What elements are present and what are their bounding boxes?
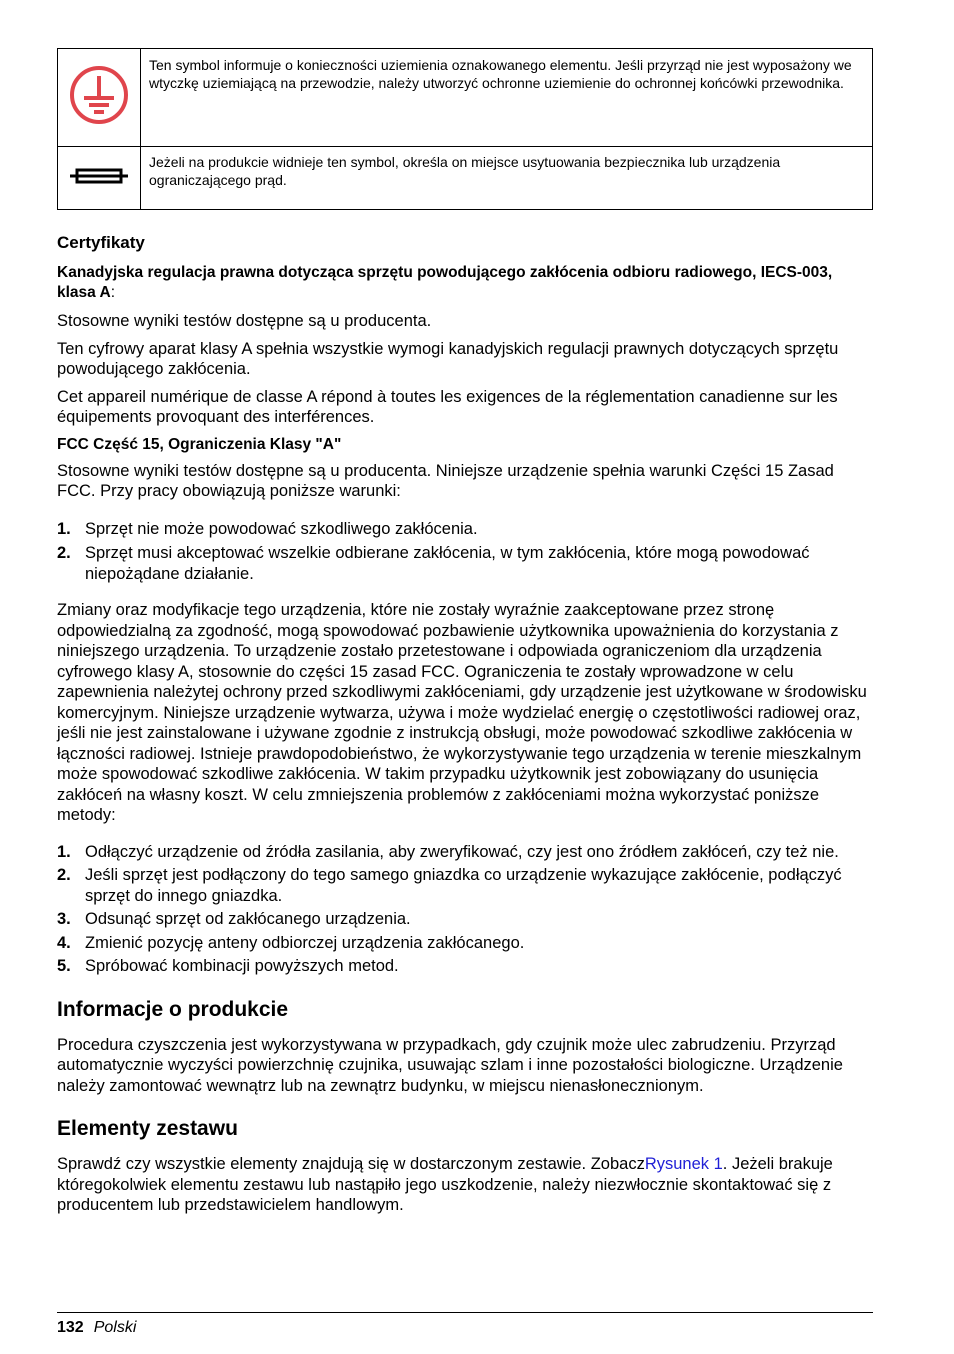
paragraph: Stosowne wyniki testów dostępne są u producenta. [57,312,432,330]
canada-heading-block [57,263,873,303]
symbol-row [58,147,873,210]
kit-contents-heading: Elementy zestawu [57,1117,238,1140]
list-text: Odsunąć sprzęt od zakłócanego urządzenia. [85,910,411,928]
list-number: 1. [57,842,71,861]
fcc-heading: FCC Część 15, Ograniczenia Klasy "A" [57,435,342,453]
kit-text-after: . Jeżeli brakuje któregokolwiek elementu zestawu lub nastąpiło jego uszkodzenie, należy niezwłocznie skontaktować się z producentem lub przedstawicielem handlowym. [57,1155,833,1214]
list-number: 2. [57,866,71,884]
list-number: 4. [57,933,71,952]
canada-heading: Kanadyjska regulacja prawna dotycząca sprzętu powodującego zakłócenia odbioru radiowego, IECS-003, klasa A [57,264,833,301]
certificates-heading: Certyfikaty [57,233,145,252]
paragraph: Cet appareil numérique de classe A répond à toutes les exigences de la réglementation canadienne sur les équipements provoquant des interférences. [57,387,838,426]
document-page [57,48,873,1216]
list-text: Spróbować kombinacji powyższych metod. [85,957,399,975]
canada-heading-colon: : [110,284,116,301]
list-item [57,842,873,863]
symbols-table [57,48,873,210]
list-text: Jeśli sprzęt jest podłączony do tego samego gniazdka co urządzenie wykazujące zakłócenie, podłączyć sprzęt do innego gniazdka. [85,866,842,905]
paragraph: Ten cyfrowy aparat klasy A spełnia wszystkie wymogi kanadyjskich regulacji prawnych dotyczących sprzętu powodującego zakłócenia. [57,339,839,378]
list-item [57,519,873,540]
footer-language: Polski [93,1319,137,1336]
list-number: 2. [57,544,71,562]
symbol-description: Jeżeli na produkcie widnieje ten symbol, określa on miejsce usytuowania bezpiecznika lub urządzenia ograniczającego prąd. [141,147,873,210]
paragraph: Procedura czyszczenia jest wykorzystywana w przypadkach, gdy czujnik może ulec zabrudzeniu. Przyrząd automatycznie wyczyści powierzchnię czujnika, usuwając szlam i inne pozostałości biologiczne. Urządzenie należy zamontować wewnątrz lub na zewnątrz budynku, w miejscu nienasłonecznionym. [57,1035,843,1095]
page-number: 132 [57,1319,84,1336]
page-footer [57,1312,873,1337]
list-text: Sprzęt nie może powodować szkodliwego zakłócenia. [85,519,478,538]
paragraph: Stosowne wyniki testów dostępne są u producenta. Niniejsze urządzenie spełnia warunki Części 15 Zasad FCC. Przy pracy obowiązują poniższe warunki: [57,461,834,500]
list-item [57,543,873,584]
figure-link[interactable]: Rysunek 1 [644,1155,723,1173]
list-number: 3. [57,910,71,928]
paragraph: Zmiany oraz modyfikacje tego urządzenia, które nie zostały wyraźnie zaakceptowane przez stronę odpowiedzialną za zgodność, mogą spowodować pozbawienie użytkownika upoważnienia do korzystania z niniejszego urządzenia. To urządzenie zostało przetestowane i odpowiada ograniczeniom dla urządzenia cyfrowego klasy A, stosownie do części 15 zasad FCC. Ograniczenia te zostały wprowadzone w celu zapewnienia należytej ochrony przed szkodliwymi zakłóceniami, gdy urządzenie jest użytkowane w środowisku komercyjnym. Niniejsze urządzenie wytwarza, używa i może wydzielać energię o częstotliwości radiowej oraz, jeśli nie jest zainstalowane i używane zgodnie z instrukcją obsługi, może powodować szkodliwe zakłócenia w łączności radiowej. Istnieje prawdopodobieństwo, że wykorzystywanie tego urządzenia w terenie mieszkalnym może spowodować szkodliwe zakłócenia. W takim przypadku użytkownik jest zobowiązany do usunięcia zakłóceń na własny koszt. W celu zmniejszenia problemów z zakłóceniami można wykorzystać poniższe metody: [57,601,867,824]
kit-paragraph [57,1154,873,1216]
list-item [57,933,873,954]
symbol-row [58,49,873,147]
fuse-icon [58,147,141,210]
symbol-description: Ten symbol informuje o konieczności uziemienia oznakowanego elementu. Jeśli przyrząd nie jest wyposażony we wtyczkę uziemiającą na przewodzie, należy utworzyć ochronne uziemienie do ochronnej końcówki przewodnika. [141,49,873,147]
list-text: Zmienić pozycję anteny odbiorczej urządzenia zakłócanego. [85,933,525,952]
list-text: Sprzęt musi akceptować wszelkie odbierane zakłócenia, w tym zakłócenia, które mogą powodować niepożądane działanie. [85,544,810,583]
protective-earth-icon [58,49,141,147]
list-item [57,956,873,977]
list-number: 5. [57,957,71,975]
product-info-heading: Informacje o produkcie [57,997,289,1021]
list-text: Odłączyć urządzenie od źródła zasilania, aby zweryfikować, czy jest ono źródłem zakłóceń, czy też nie. [85,842,839,861]
interference-methods-list [57,842,873,977]
kit-text-before: Sprawdź czy wszystkie elementy znajdują się w dostarczonym zestawie. Zobacz [57,1155,645,1173]
list-item [57,909,873,930]
list-number: 1. [57,519,71,538]
list-item [57,865,873,906]
fcc-conditions-list [57,519,873,585]
